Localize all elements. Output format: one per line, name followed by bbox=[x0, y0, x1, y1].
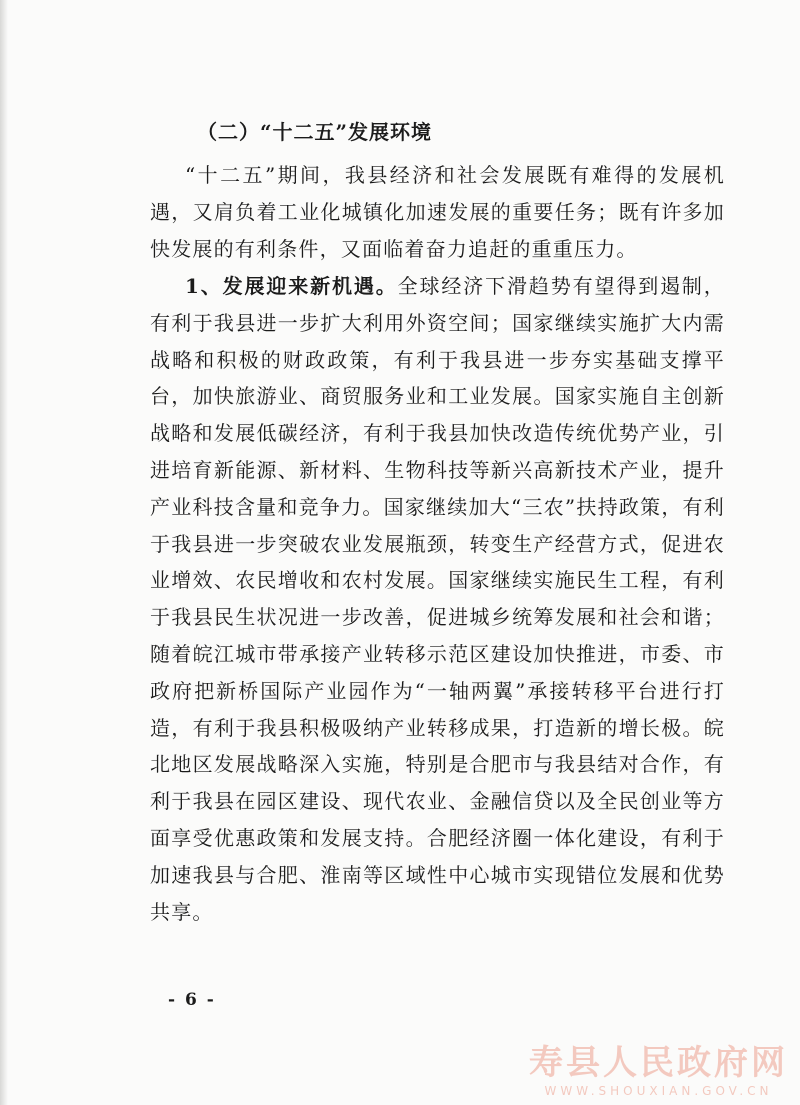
paragraph-body-text: 全球经济下滑趋势有望得到遏制，有利于我县进一步扩大利用外资空间；国家继续实施扩大内需战略和积极的财政政策，有利于我县进一步夯实基础支撑平台，加快旅游业、商贸服务业和工业发展。国家实施自主创新战略和发展低碳经济，有利于我县加快改造传统优势产业，引进培育新能源、新材料、生物科技等新兴高新技术产业，提升产业科技含量和竞争力。国家继续加大“三农”扶持政策，有利于我县进一步突破农业发展瓶颈，转变生产经营方式，促进农业增效、农民增收和农村发展。国家继续实施民生工程，有利于我县民生状况进一步改善，促进城乡统筹发展和社会和谐；随着皖江城市带承接产业转移示范区建设加快推进，市委、市政府把新桥国际产业园作为“一轴两翼”承接转移平台进行打造，有利于我县积极吸纳产业转移成果，打造新的增长极。皖北地区发展战略深入实施，特别是合肥市与我县结对合作，有利于我县在园区建设、现代农业、金融信贷以及全民创业等方面享受优惠政策和发展支持。合肥经济圈一体化建设，有利于加速我县与合肥、淮南等区域性中心城市实现错位发展和优势共享。 bbox=[150, 274, 726, 924]
site-watermark bbox=[529, 1043, 788, 1099]
paragraph-lead-heading: 1、发展迎来新机遇。 bbox=[185, 274, 398, 298]
watermark-domain: WWW.SHOUXIAN.GOV.CN bbox=[544, 1084, 773, 1098]
page-number: - 6 - bbox=[168, 990, 216, 1010]
section-heading: （二）“十二五”发展环境 bbox=[197, 120, 433, 144]
paragraph-new-opportunities bbox=[150, 268, 725, 930]
paragraph-development-environment: “十二五”期间，我县经济和社会发展既有难得的发展机遇，又肩负着工业化城镇化加速发展的重要任务；既有许多加快发展的有利条件，又面临着奋力追赶的重重压力。 bbox=[150, 163, 725, 261]
watermark-site-name: 寿县人民政府网 bbox=[529, 1043, 788, 1083]
